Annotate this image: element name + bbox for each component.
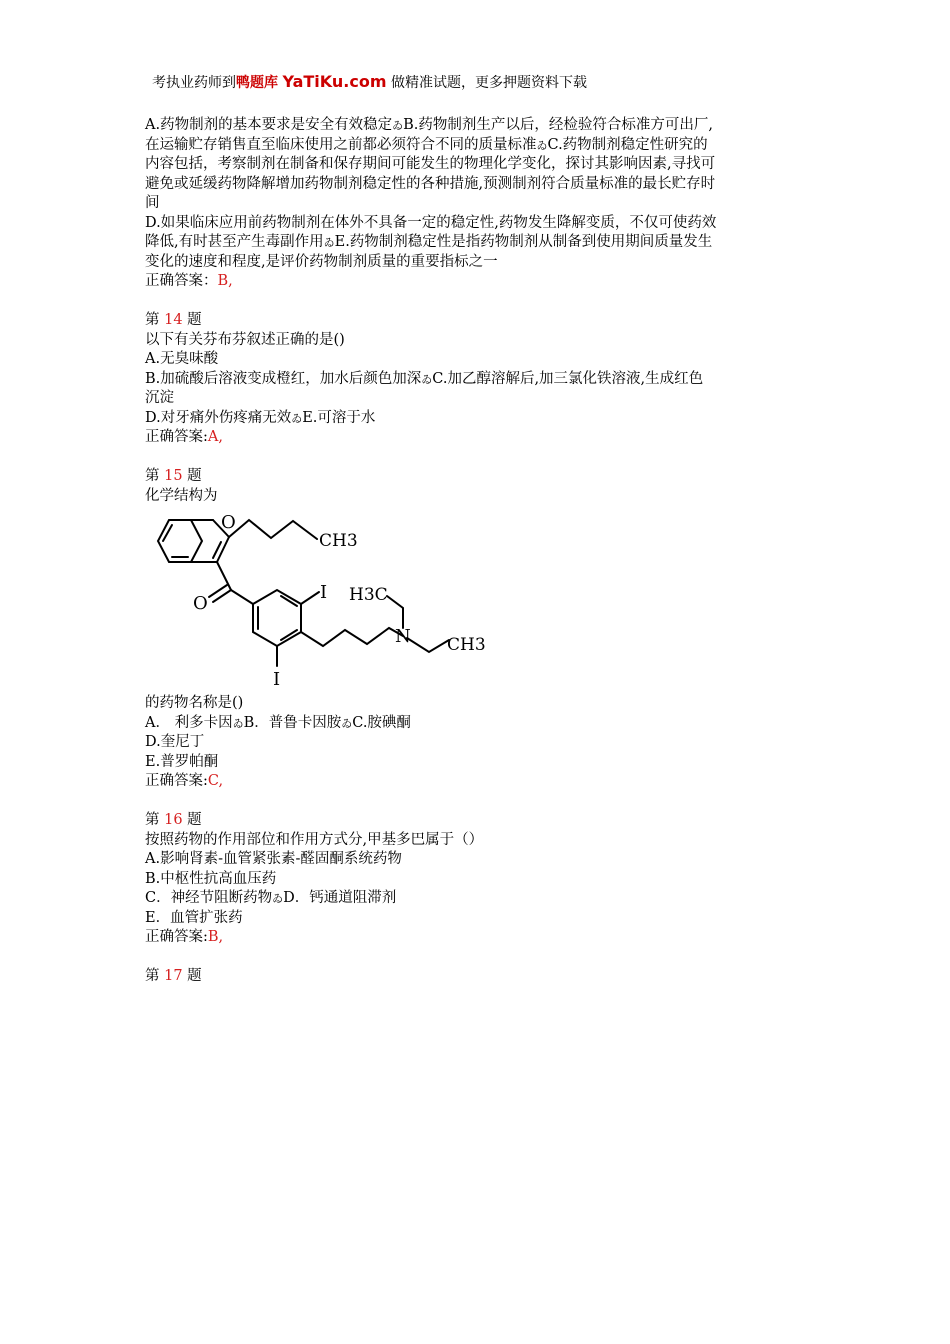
butyl-chain: [229, 520, 317, 539]
q13-line-5: 间: [145, 195, 160, 211]
q16-number: 16: [164, 812, 183, 828]
q16-answer: 正确答案:B,: [145, 929, 224, 945]
q14-answer-value: A,: [207, 429, 223, 445]
q16-option-c: C．神经节阻断药物: [145, 890, 273, 906]
q13-line-8: 变化的速度和程度,是评价药物制剂质量的重要指标之一: [145, 253, 498, 270]
q13-line-4: 避免或延缓药物降解增加药物制剂稳定性的各种措施,预测制剂符合质量标准的最长贮存时: [145, 175, 716, 192]
q14-option-e: E.可溶于水: [302, 409, 376, 426]
q14-heading: 第 14 题: [145, 312, 202, 328]
q15-option-a: A． 利多卡因: [145, 714, 233, 731]
q16-answer-value: B,: [207, 929, 224, 945]
nitrogen-label: N: [395, 626, 411, 647]
q14-option-d: D.对牙痛外伤疼痛无效: [145, 409, 292, 426]
q16-option-cd: C．神经节阻断药物ゐD．钙通道阻滞剂: [145, 890, 397, 906]
keto-oxygen-label: O: [193, 593, 208, 614]
q16-option-b: B.中枢性抗高血压药: [145, 870, 277, 887]
ethyl-up: [387, 596, 403, 628]
header-brand[interactable]: 鸭题库: [236, 75, 278, 91]
q15-stem: 化学结构为: [145, 487, 218, 504]
q14-option-b: B.加硫酸后溶液变成橙红，加水后颜色加深: [145, 370, 422, 387]
q14-option-a: A.无臭味酸: [145, 351, 219, 367]
exam-content: [145, 116, 815, 987]
q17-heading: 第 17 题: [145, 968, 202, 984]
ch3-top-label: CH3: [319, 531, 358, 551]
q16-option-d: D．钙通道阻滞剂: [283, 890, 397, 906]
q15-stem-2: 的药物名称是(): [145, 695, 244, 711]
q15-option-b: B．普鲁卡因胺: [243, 714, 342, 731]
q15-option-e: E.普罗帕酮: [145, 753, 219, 770]
header-site-link[interactable]: YaTiKu.com: [282, 72, 387, 91]
q13-line-7: 降低,有时甚至产生毒副作用ゐE.药物制剂稳定性是指药物制剂从制备到使用期间质量发生: [145, 234, 713, 250]
header-suffix: 做精准试题，更多押题资料下载: [390, 75, 587, 91]
q14-number: 14: [164, 312, 183, 328]
ch3-right-label: CH3: [447, 635, 486, 655]
q15-answer-value: C,: [207, 773, 224, 789]
iodine-bottom-label: I: [273, 669, 281, 690]
q14-option-bc: B.加硫酸后溶液变成橙红，加水后颜色加深ゐC.加乙醇溶解后,加三氯化铁溶液,生成红色: [145, 370, 704, 387]
q15-answer: 正确答案:C,: [145, 773, 224, 789]
q13-line-3: 内容包括，考察制剂在制备和保存期间可能发生的物理化学变化，探讨其影响因素,寻找可: [145, 156, 716, 172]
q13-answer-value: B,: [217, 273, 233, 289]
q14-option-de: D.对牙痛外伤疼痛无效ゐE.可溶于水: [145, 409, 376, 426]
q13-line-6: D.如果临床应用前药物制剂在体外不具备一定的稳定性,药物发生降解变质，不仅可使药效: [145, 214, 717, 231]
q14-option-c-cont: 沉淀: [145, 390, 174, 406]
q16-option-e: E．血管扩张药: [145, 909, 243, 926]
header-prefix: 考执业药师到: [152, 75, 236, 91]
q15-number: 15: [164, 468, 183, 484]
ethyl-right: [407, 638, 449, 652]
ring-oxygen-label: O: [221, 512, 236, 533]
chemical-structure-image: [145, 512, 490, 690]
propyl-chain: [301, 628, 403, 646]
q16-stem: 按照药物的作用部位和作用方式分,甲基多巴属于（）: [145, 831, 484, 848]
diiodophenyl-ring: [253, 590, 301, 646]
q13-answer: 正确答案：B,: [145, 273, 233, 289]
q17-number: 17: [164, 968, 183, 984]
h3c-label: H3C: [349, 585, 388, 605]
q13-line-2: 在运输贮存销售直至临床使用之前都必须符合不同的质量标准ゐC.药物制剂稳定性研究的: [145, 136, 708, 153]
furan-bond-3: [217, 537, 229, 562]
benzofuran-benzene-ring: [158, 520, 202, 562]
q14-stem: 以下有关芬布芬叙述正确的是(): [145, 331, 345, 348]
q14-answer: 正确答案:A,: [145, 429, 223, 445]
page-header: [152, 72, 587, 92]
q14-option-c: C.加乙醇溶解后,加三氯化铁溶液,生成红色: [432, 370, 704, 387]
q16-heading: 第 16 题: [145, 812, 202, 828]
q15-heading: 第 15 题: [145, 468, 202, 484]
q15-option-c: C.胺碘酮: [352, 714, 411, 731]
q16-option-a: A.影响肾素-血管紧张素-醛固酮系统药物: [145, 851, 402, 867]
q15-option-abc: A． 利多卡因ゐB．普鲁卡因胺ゐC.胺碘酮: [145, 714, 411, 731]
q15-option-d: D.奎尼丁: [145, 734, 205, 750]
iodine-top-label: I: [320, 582, 328, 603]
q13-line-1: A.药物制剂的基本要求是安全有效稳定ゐB.药物制剂生产以后，经检验符合标准方可出厂,: [145, 117, 713, 133]
